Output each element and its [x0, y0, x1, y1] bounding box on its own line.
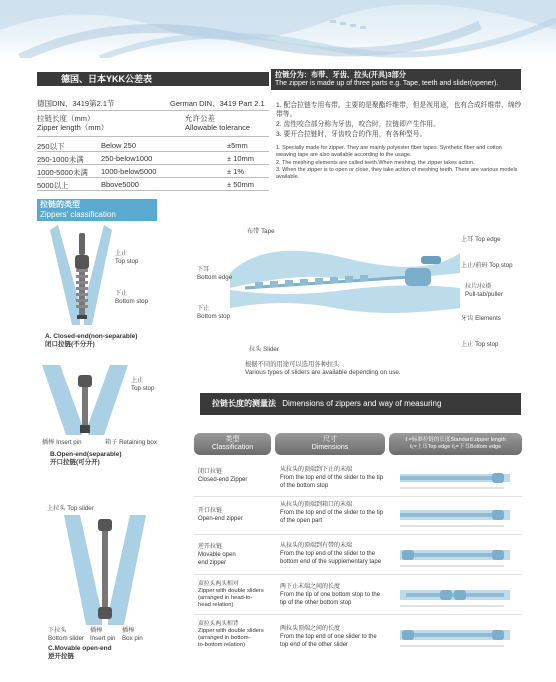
open-end-measure-icon — [392, 500, 522, 530]
movable-open-end-zipper-illustration — [60, 515, 150, 625]
c-box-pin-label: 插棒 Box pin — [122, 627, 143, 642]
top-stop-label: 上止 Top stop — [461, 341, 499, 348]
measure-title-bar — [200, 393, 521, 415]
ykk-subheader-right: German DIN、3419 Part 2.1 — [170, 99, 265, 108]
classification-title-en: Zippers' classification — [40, 210, 116, 219]
bottom-edge-label: 下耳 Bottom edge — [197, 266, 233, 281]
c-caption: C.Movable open-end 逆开拉链 — [48, 645, 112, 660]
zipper-banner-image — [0, 0, 556, 58]
a-top-stop-label: 上止 Top stop — [115, 250, 139, 265]
parts-title-cn: 拉链分为：布带、牙齿、拉头(开具)3部分 — [275, 70, 406, 79]
ykk-table-title: 德国、日本YKK公差表 — [61, 74, 153, 84]
measure-row-dim: 从拉头的顶端到箱口的末端 From the top end of the slider to the tip of the open part — [280, 502, 384, 524]
ykk-table-title-bar — [37, 72, 269, 86]
top-edge-label: 上耳 Top edge — [461, 236, 501, 243]
measure-row-type: 闭口拉链 Closed-end Zipper — [198, 469, 248, 483]
ykk-subheader-left: 德国DIN、3419第2.1节 — [37, 99, 115, 108]
slider-note: 根据不同的用途可以选用各种拉头 Various types of sliders are available depending on use. — [245, 361, 401, 376]
measure-row-dim: 两下止末端之间的长度 From the tip of one bottom stop to the tip of the other bottom stop — [280, 584, 381, 606]
b-insert-pin-label: 插棒 Insert pin — [42, 439, 82, 446]
measure-row-dim: 从拉头的顶端到下止的末端 From the top end of the slider to the tip of the bottom stop — [280, 467, 384, 489]
double-slider-head-to-head-icon — [392, 580, 522, 610]
a-bottom-stop-label: 下止 Bottom stop — [115, 290, 149, 305]
measure-row-type: 逆开拉链 Movable open end zipper — [198, 544, 236, 566]
parts-title-en: The zipper is made up of three parts e.g. Tape, teeth and slider(opener). — [275, 80, 499, 87]
b-top-stop-label: 上止 Top stop — [131, 377, 155, 392]
movable-open-measure-icon — [392, 540, 522, 570]
measure-title-en: Dimensions of zippers and way of measuring — [282, 399, 442, 408]
col-tolerance-header: 允许公差 Allowable tolerance — [185, 114, 251, 132]
zipper-parts-diagram — [225, 228, 465, 348]
measure-row-dim: 两拉头顶端之间的长度 From the top end of one slider to the top end of the other slider — [280, 626, 377, 648]
closed-end-zipper-illustration — [50, 225, 112, 335]
parts-cn-list: 1. 配合拉链专用布带。主要的是聚酯纤维带，但是视用途，也有合成纤维带、绵纱带等。 2. 齿性咬合部分称为牙齿，咬合时，拉链即产生作用。 3. 要开合拉链时，牙齿咬合的作用，有各种型号。 — [276, 102, 522, 138]
parts-title-bar — [271, 69, 521, 90]
double-slider-bottom-to-bottom-icon — [392, 620, 522, 650]
measure-row-type: 开口拉链 Open-end zipper — [198, 508, 243, 522]
col-type-header: 类型 Classification — [194, 433, 271, 455]
tape-label: 布带 Tape — [247, 228, 275, 235]
bottom-stop-label: 下止 Bottom stop — [197, 305, 231, 320]
measure-row-type: 双拉头两头相背 Zipper with double sliders (arranged in bottom- to-bottom relation) — [198, 621, 264, 648]
slider-label: 拉头 Slider — [249, 346, 279, 353]
measure-row-dim: 从拉头的顶端到有带的末端 From the top end of the slider to the bottom end of the supplementary tape — [280, 543, 382, 565]
header-banner — [0, 0, 556, 58]
open-end-zipper-illustration — [42, 365, 128, 435]
elements-label: 牙齿 Elements — [461, 315, 501, 322]
closed-end-measure-icon — [392, 462, 522, 492]
b-caption: B.Open-end(separable) 开口拉链(可分开) — [50, 451, 122, 466]
col-std-header: ℓ =标准拉链的长度Standard zipper length ℓ₁=上耳Top edge ℓ₂=下耳Bottom edge — [389, 433, 522, 455]
col-dim-header: 尺寸 Dimensions — [275, 433, 385, 455]
a-caption: A. Closed-end(non-separable) 闭口拉链(不分开) — [45, 333, 138, 348]
b-retaining-box-label: 箱子 Retaining box — [105, 439, 157, 446]
measure-title-cn: 拉链长度的测量法 — [212, 399, 276, 408]
pull-tab-label: 拉片/拉褂 Pull-tab/puller — [465, 283, 503, 298]
parts-en-list: 1. Specially made for zipper. They are mainly polyester fiber tapes. Synthetic fiber and cotton weaving tape are also available according to the usage. 2. The meshing elements are called teeth.When meshing, the zipper takes action. 3. When the zipper is to open or close, they take action of meshing teeth. There are various models available. — [276, 145, 518, 181]
measure-row-type: 双拉头两头相对 Zipper with double sliders (arranged in head-to- head relation) — [198, 581, 264, 608]
c-insert-pin-label: 插棒 Insert pin — [90, 627, 116, 642]
top-stop-upper-label: 上止/前码 Top stop — [461, 262, 513, 269]
c-top-slider-label: 上拉头 Top slider — [47, 505, 94, 512]
c-bottom-slider-label: 下拉头 Bottom slider — [48, 627, 85, 642]
col-length-header: 拉链长度（mm） Zipper length（mm） — [37, 114, 109, 132]
classification-title-bar — [37, 199, 157, 221]
classification-title-cn: 拉链的类型 — [40, 200, 80, 209]
